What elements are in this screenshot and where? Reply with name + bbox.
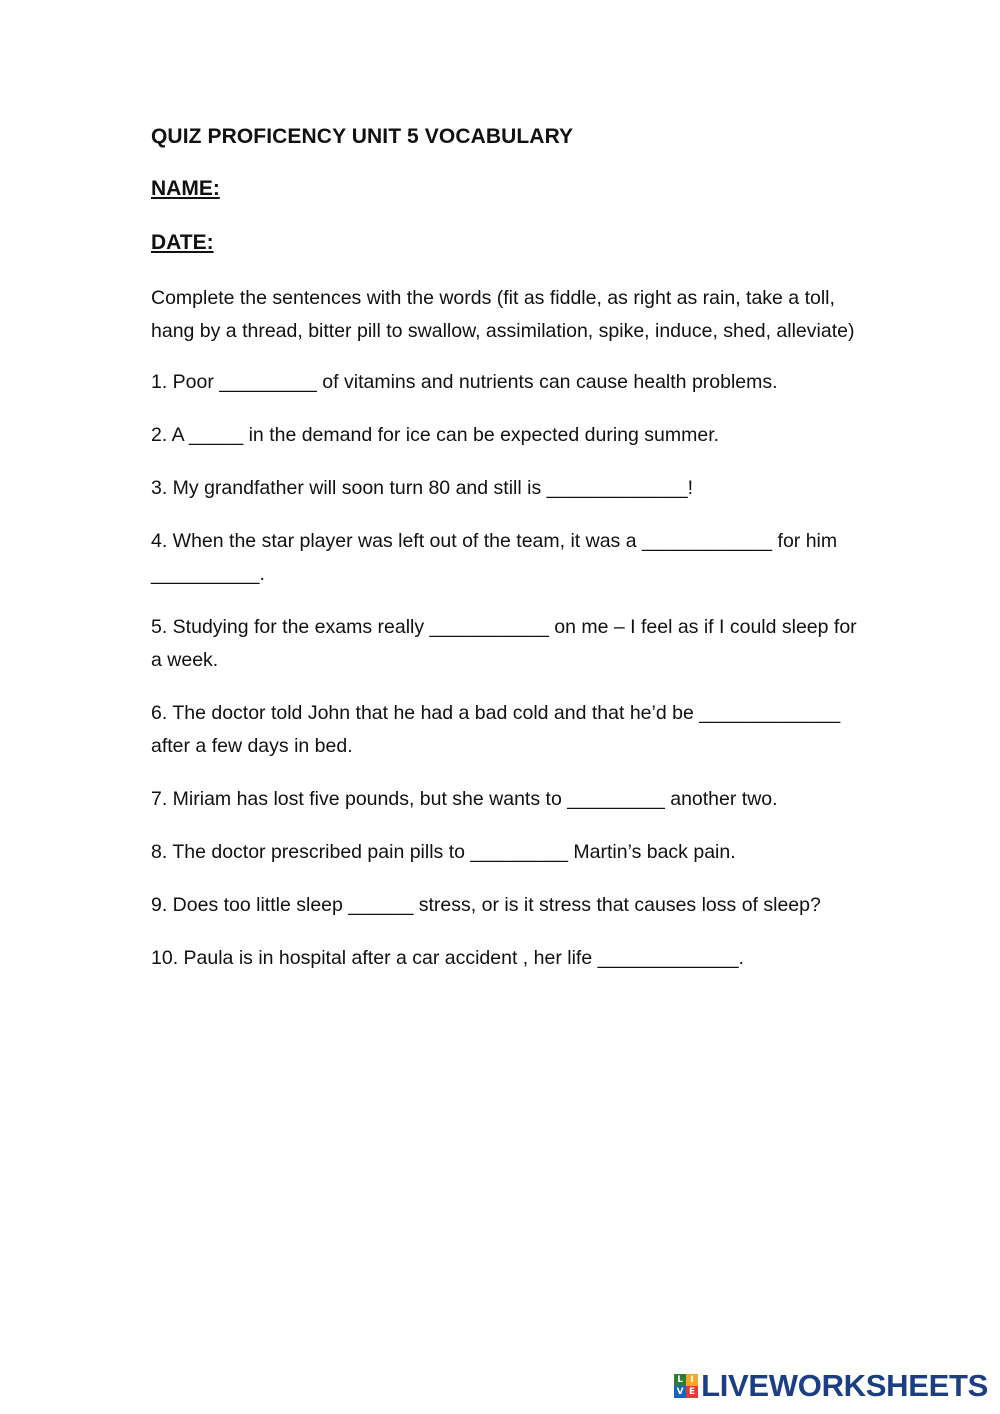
question-list <box>151 366 861 975</box>
question-6: 6. The doctor told John that he had a bad cold and that he’d be _____________ after a few days in bed. <box>151 702 841 757</box>
date-label: DATE: <box>151 231 214 254</box>
question-5: 5. Studying for the exams really ___________ on me – I feel as if I could sleep for a week. <box>151 616 857 671</box>
logo-icon-letter-l: L <box>674 1374 686 1386</box>
logo-text: LIVEWORKSHEETS <box>701 1368 988 1403</box>
question-8: 8. The doctor prescribed pain pills to _________ Martin’s back pain. <box>151 841 736 863</box>
page-title: QUIZ PROFICENCY UNIT 5 VOCABULARY <box>151 125 574 148</box>
question-7: 7. Miriam has lost five pounds, but she wants to _________ another two. <box>151 788 778 810</box>
question-2: 2. A _____ in the demand for ice can be expected during summer. <box>151 424 720 446</box>
question-1: 1. Poor _________ of vitamins and nutrients can cause health problems. <box>151 371 778 393</box>
question-10: 10. Paula is in hospital after a car accident , her life _____________. <box>151 947 744 969</box>
instructions-text: Complete the sentences with the words (fit as fiddle, as right as rain, take a toll, hang by a thread, bitter pill to swallow, assimilation, spike, induce, shed, alleviate) <box>151 287 855 342</box>
question-4: 4. When the star player was left out of the team, it was a ____________ for him __________. <box>151 530 838 585</box>
logo-icon-letter-v: V <box>674 1386 686 1398</box>
worksheet <box>151 122 861 995</box>
question-3: 3. My grandfather will soon turn 80 and still is _____________! <box>151 477 694 499</box>
question-9: 9. Does too little sleep ______ stress, or is it stress that causes loss of sleep? <box>151 894 821 916</box>
liveworksheets-logo-icon <box>674 1374 698 1398</box>
logo-icon-letter-e: E <box>686 1386 698 1398</box>
name-label: NAME: <box>151 177 220 200</box>
logo-icon-letter-i: I <box>686 1374 698 1386</box>
liveworksheets-logo <box>674 1368 988 1404</box>
